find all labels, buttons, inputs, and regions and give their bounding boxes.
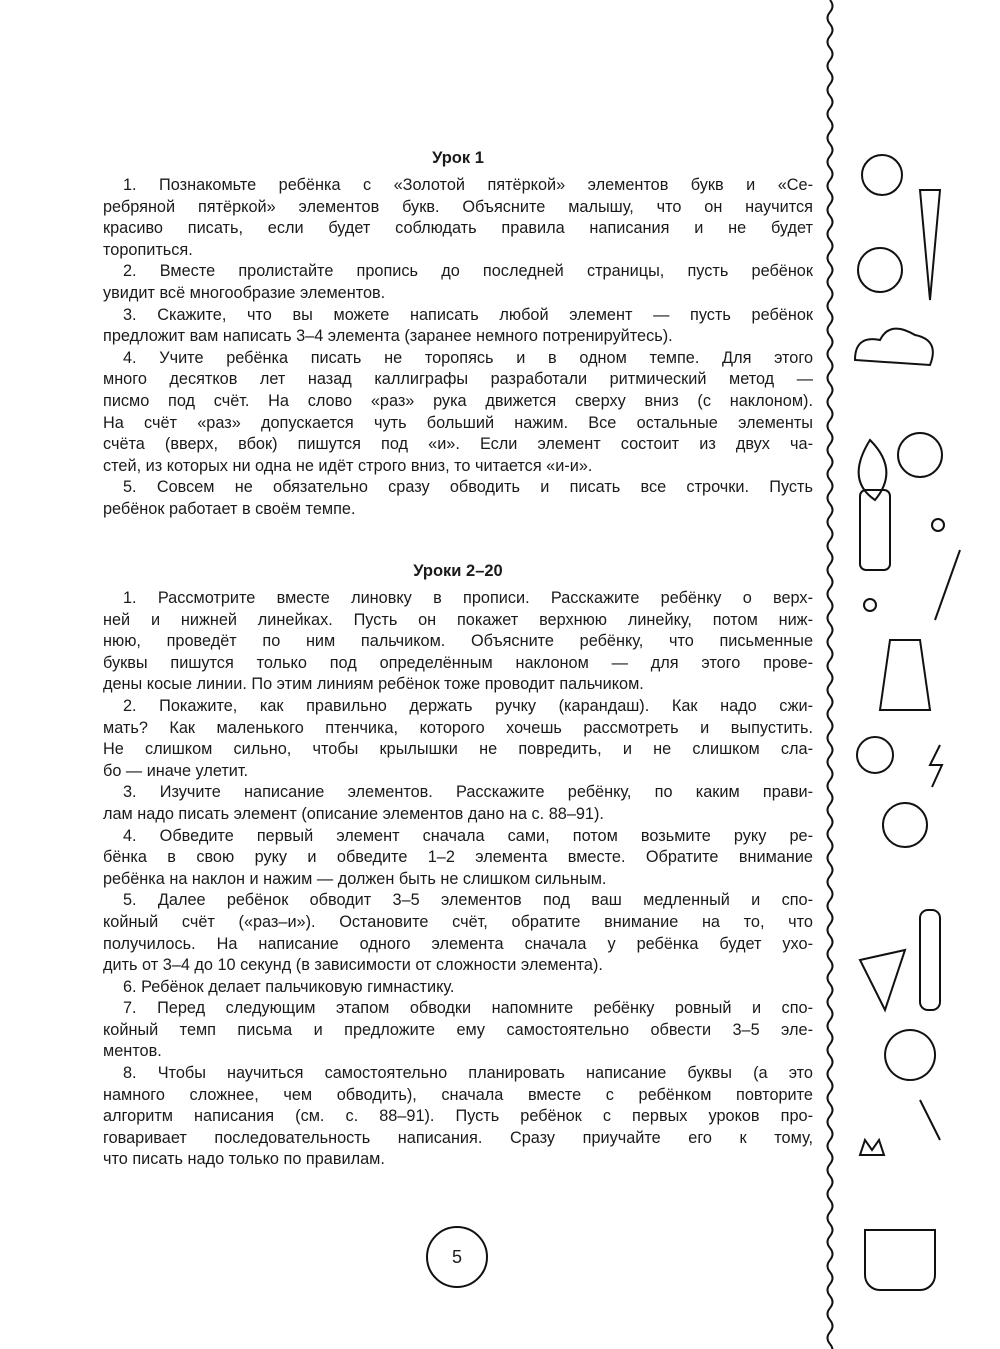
paragraph xyxy=(103,1063,813,1171)
text-line: получилось. На написание одного элемента сначала у ребёнка будет ухо- xyxy=(103,934,813,953)
hairdryer-icon xyxy=(885,1030,940,1140)
text-line: говаривает последовательность написания. Сразу приучайте его к тому, xyxy=(103,1128,813,1147)
tube-icon xyxy=(860,490,890,570)
text-line: увидит всё многообразие элементов. xyxy=(103,283,386,302)
page-number xyxy=(426,1226,488,1288)
text-line: 7. Перед следующим этапом обводки напомните ребёнку ровный и спо- xyxy=(123,999,813,1018)
text-line: стей, из которых ни одна не идёт строго вниз, то читается «и-и». xyxy=(103,456,593,475)
text-line: нюю, проведёт по ним пальчиком. Объясните ребёнку, что письменные xyxy=(103,632,813,651)
text-line: мать? Как маленького птенчика, которого хочешь рассмотреть и выпустить. xyxy=(103,718,813,737)
text-line: ребёнок работает в своём темпе. xyxy=(103,499,356,518)
text-line: дить от 3–4 до 10 секунд (в зависимости от сложности элемента). xyxy=(103,956,603,975)
wavy-divider-line xyxy=(828,0,833,1349)
kettle-icon xyxy=(865,1230,935,1290)
cloud-icon xyxy=(855,329,933,365)
text-line: 4. Обведите первый элемент сначала сами, потом возьмите руку ре- xyxy=(123,826,813,845)
text-line: много десятков лет назад каллиграфы разработали ритмический метод — xyxy=(103,370,813,389)
page-number-text: 5 xyxy=(451,1246,462,1267)
doodle-icons xyxy=(855,155,960,1290)
cupcake-icon xyxy=(858,248,902,292)
paragraph xyxy=(103,998,813,1063)
text-line: 3. Скажите, что вы можете написать любой элемент — пусть ребёнок xyxy=(123,305,813,324)
text-line: 6. Ребёнок делает пальчиковую гимнастику. xyxy=(123,977,455,996)
paragraph xyxy=(103,890,813,976)
lightning-icon xyxy=(930,745,942,787)
rocket-icon xyxy=(880,640,930,710)
text-line: торопиться. xyxy=(103,240,193,259)
doodle-border-decoration xyxy=(820,0,1000,1349)
text-line: счёта (вверх, вбок) пишутся под «и». Если элемент состоит из двух ча- xyxy=(103,435,813,454)
pizza-icon xyxy=(860,950,905,1010)
text-line: буквы пишутся только под определённым наклоном — для этого прове- xyxy=(103,653,813,672)
text-line: бёнка в свою руку и обведите 1–2 элемента вместе. Обратите внимание xyxy=(103,848,813,867)
ring-icon xyxy=(932,519,944,531)
text-line: 1. Рассмотрите вместе линовку в прописи. Расскажите ребёнку о верх- xyxy=(123,589,813,607)
text-line: койный счёт («раз–и»). Остановите счёт, обратите внимание на то, что xyxy=(103,912,813,931)
text-line: ребряной пятёркой» элементов букв. Объясните малышу, что он научится xyxy=(103,197,813,216)
section-heading: Урок 1 xyxy=(432,149,484,167)
pen-icon xyxy=(920,910,940,1010)
paragraph xyxy=(103,261,813,304)
text-line: 2. Покажите, как правильно держать ручку (карандаш). Как надо сжи- xyxy=(123,696,813,715)
text-line: ментов. xyxy=(103,1042,162,1061)
text-line: На счёт «раз» допускается чуть больший нажим. Все остальные элементы xyxy=(103,413,813,432)
text-line: бо — иначе улетит. xyxy=(103,761,249,780)
text-line: Не слишком сильно, чтобы крылышки не повредить, и не слишком сла- xyxy=(103,740,813,759)
text-line: дены косые линии. По этим линиям ребёнок тоже проводит пальчиком. xyxy=(103,675,644,694)
text-line: 5. Далее ребёнок обводит 3–5 элементов под ваш медленный и спо- xyxy=(123,891,813,910)
paragraph xyxy=(103,696,813,782)
section-lesson-1 xyxy=(103,146,813,521)
text-line: ней и нижней линейках. Пусть он покажет верхнюю линейку, потом ниж- xyxy=(103,610,813,629)
text-line: лам надо писать элемент (описание элементов дано на с. 88–91). xyxy=(103,804,604,823)
text-line: 4. Учите ребёнка писать не торопясь и в одном темпе. Для этого xyxy=(123,348,813,367)
sun-icon xyxy=(862,155,902,195)
text-line: 3. Изучите написание элементов. Расскажите ребёнку, по каким прави- xyxy=(123,783,813,802)
section-lessons-2-20 xyxy=(103,559,813,1171)
ring-icon xyxy=(864,599,876,611)
text-line: 5. Совсем не обязательно сразу обводить и писать все строчки. Пусть xyxy=(123,478,813,497)
paragraph xyxy=(103,348,813,478)
text-line: предложит вам написать 3–4 элемента (заранее немного потренируйтесь). xyxy=(103,327,673,346)
text-line: что писать надо только по правилам. xyxy=(103,1150,385,1169)
text-line: 2. Вместе пролистайте пропись до последней страницы, пусть ребёнок xyxy=(123,262,813,281)
paragraph xyxy=(103,826,813,891)
section-heading: Уроки 2–20 xyxy=(413,562,503,580)
paragraph xyxy=(103,782,813,825)
text-line: ребёнка на наклон и нажим — должен быть не слишком сильным. xyxy=(103,869,607,888)
needle-icon xyxy=(935,550,960,620)
text-line: койный темп письма и предложите ему самостоятельно обвести 3–5 эле- xyxy=(103,1020,813,1039)
lemon-icon xyxy=(857,737,893,773)
paragraph xyxy=(103,977,813,999)
octopus-icon xyxy=(898,433,942,477)
text-line: 8. Чтобы научиться самостоятельно планировать написание буквы (а это xyxy=(123,1064,813,1083)
paragraph xyxy=(103,588,813,696)
text-line: писмо под счёт. На слово «раз» рука движется сверху вниз (с наклоном). xyxy=(103,391,813,410)
text-line: намного сложнее, чем обводить), сначала вместе с ребёнком повторите xyxy=(103,1085,813,1104)
ice-cream-icon xyxy=(920,190,940,300)
text-line: красиво писать, если будет соблюдать правила написания и не будет xyxy=(103,219,813,238)
paragraph xyxy=(103,175,813,261)
text-line: 1. Познакомьте ребёнка с «Золотой пятёркой» элементов букв и «Се- xyxy=(123,176,813,194)
crown-icon xyxy=(860,1140,884,1155)
paragraph xyxy=(103,305,813,348)
text-line: алгоритм написания (см. с. 88–91). Пусть ребёнок с первых уроков про- xyxy=(103,1107,813,1126)
paragraph xyxy=(103,477,813,520)
bear-icon xyxy=(883,803,927,847)
